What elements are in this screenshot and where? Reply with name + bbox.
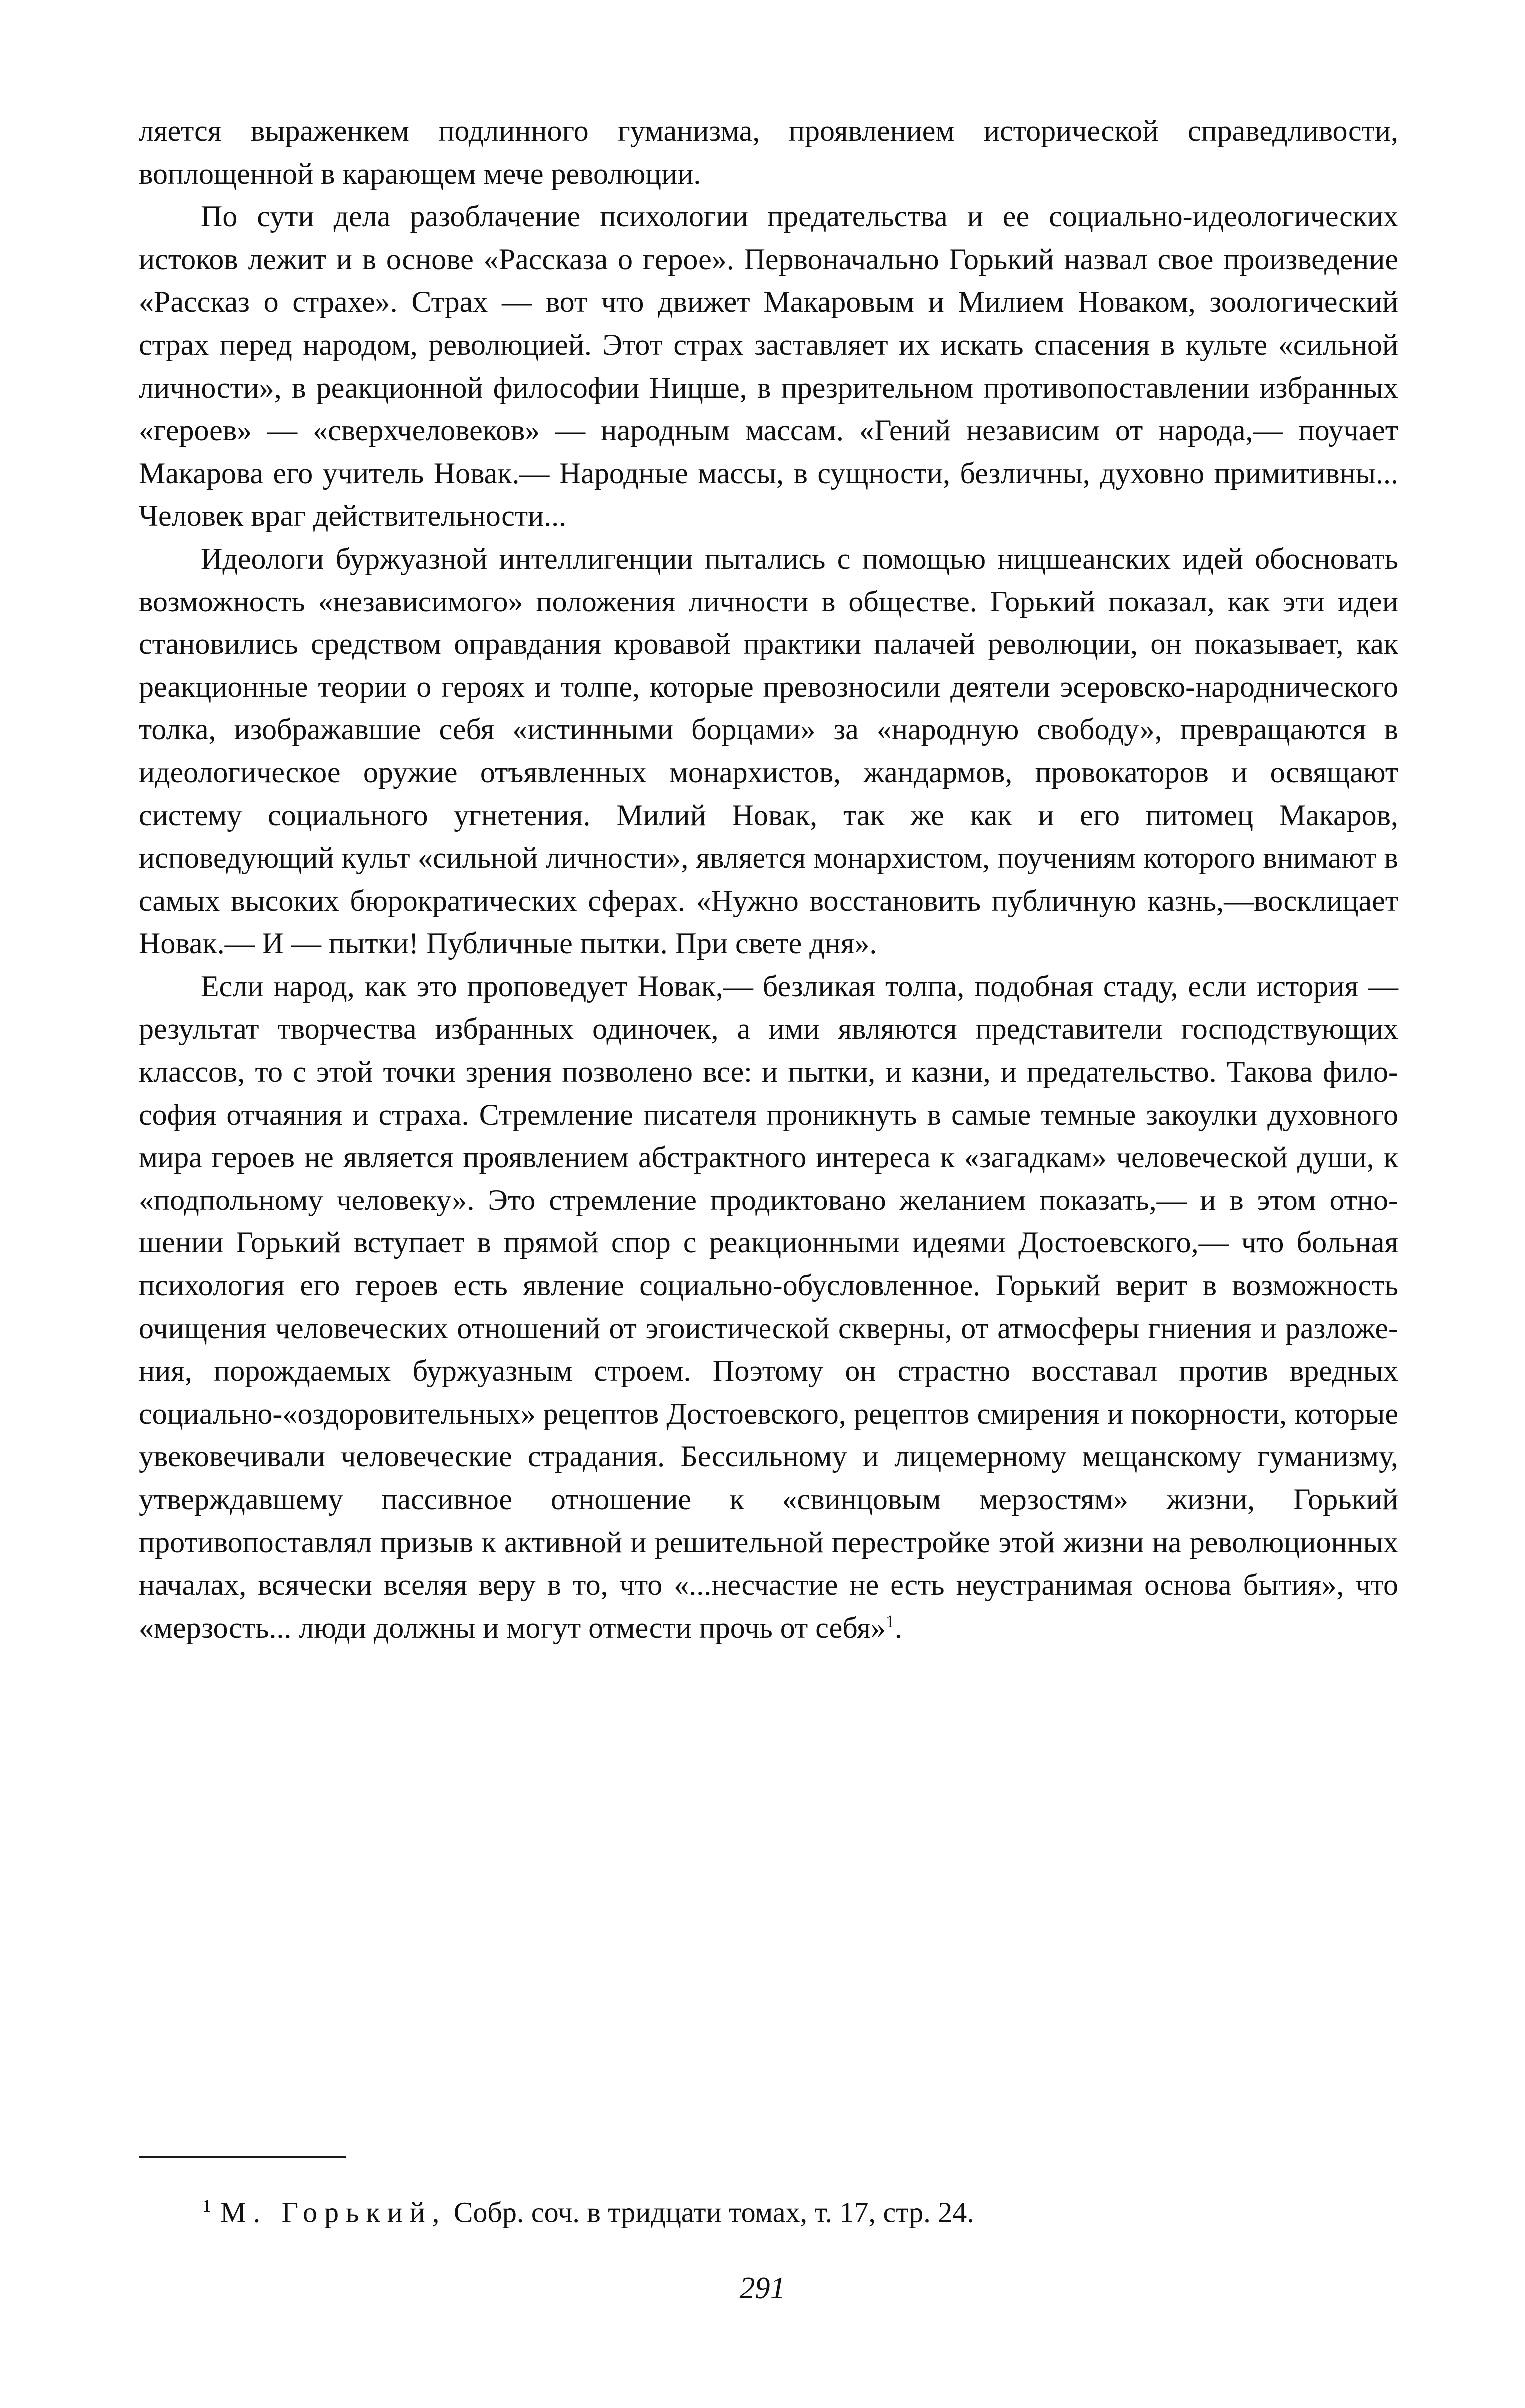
main-text <box>139 110 1398 1649</box>
footnote-text: Собр. соч. в тридцати томах, т. 17, стр. 24. <box>446 2196 974 2229</box>
page-number: 291 <box>739 2271 786 2305</box>
footnote-author: М. Горький, <box>220 2196 447 2229</box>
paragraph-4-text: Если народ, как это проповедует Новак,— безликая толпа, подобная стаду, если история — результат творчества избранных одиночек, а ими являются представители господствующих классов, то с этой точки зрения позволено все: и пытки, и казни, и предательство. Такова философия отчаяния и страха. Стремление писателя проникнуть в самые темные закоулки духовного мира героев не является проявлением абстрактного интереса к «загадкам» человеческой души, к «подпольному человеку». Это стремление продиктовано желанием показать,— и в этом отношении Горький вступает в прямой спор с реакционными идеями Достоевского,— что больная психология его героев есть явление социально-обусловленное. Горький верит в возможность очищения человеческих отношений от эгоистической скверны, от атмосферы гниения и разложения, порождаемых буржуазным строем. Поэтому он страстно восставал против вредных социально-«оздоровительных» рецептов Достоевского, рецептов смирения и покорности, которые увековечивали человеческие страдания. Бессильному и лицемерному мещанскому гуманизму, утверждавшему пассивное отношение к «свинцовым мерзостям» жизни, Горький противопоставлял призыв к активной и решительной перестройке этой жизни на революционных началах, всячески вселяя веру в то, что «...несчастие не есть неустранимая основа бытия», что «мерзость... люди должны и могут отмести прочь от себя» <box>139 969 1398 1644</box>
footnote-mark: 1 <box>202 2196 211 2216</box>
footnote-reference: 1 <box>885 1611 895 1631</box>
paragraph-1: ляется выраженкем подлинного гуманизма, проявлением исторической справедливости, воплощенной в карающем мече революции. <box>139 114 1398 190</box>
footnote-divider <box>139 2156 346 2158</box>
paragraph-2: По сути дела разоблачение психологии предательства и ее социально-идеологических истоков лежит и в основе «Рассказа о герое». Первоначально Горький назвал свое произведение «Рассказ о страхе». Страх — вот что движет Макаровым и Милием Новаком, зоологический страх перед народом, революцией. Этот страх заставляет их искать спасения в культе «сильной личности», в реакционной философии Ницше, в презрительном противопоставлении избранных «героев» — «сверхчеловеков» — народным массам. «Гений независим от народа,— поучает Макарова его учитель Новак.— Народные массы, в сущности, безличны, духовно примитивны... Человек враг действительности... <box>139 200 1398 533</box>
paragraph-3: Идеологи буржуазной интеллигенции пытались с помощью ницшеанских идей обосновать возможность «независимого» положения личности в обществе. Горький показал, как эти идеи становились средством оправдания кровавой практики палачей революции, он показывает, как реакционные теории о героях и толпе, которые превозносили деятели эсеровско-народнического толка, изображавшие себя «истинными борцами» за «народную свободу», превращаются в идеологическое оружие отъявленных монархистов, жандармов, провокаторов и освящают систему социального угнетения. Милий Новак, так же как и его питомец Макаров, исповедующий культ «сильной личности», является монархистом, поучениям которого внимают в самых высоких бюрократических сферах. «Нужно восстановить публичную казнь,—восклицает Новак.— И — пытки! Публичные пытки. При свете дня». <box>139 542 1398 960</box>
paragraph-4 <box>139 965 1398 1650</box>
paragraph-4-end: . <box>894 1611 902 1644</box>
footnote <box>202 2186 1397 2232</box>
